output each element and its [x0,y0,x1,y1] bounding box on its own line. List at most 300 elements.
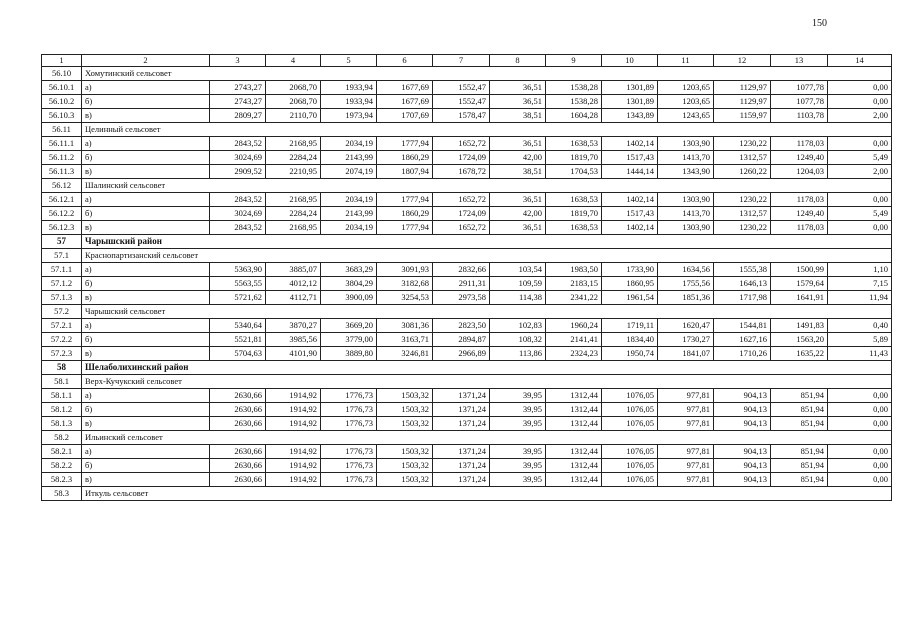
value-cell: 39,95 [490,445,546,459]
value-cell: 1638,53 [546,221,602,235]
value-cell: 1204,03 [771,165,828,179]
settlement-name: Иткуль сельсовет [82,487,892,501]
value-cell: 0,00 [828,403,892,417]
row-code: 57.2.3 [42,347,82,361]
value-cell: 3870,27 [266,319,321,333]
value-cell: 1777,94 [377,193,433,207]
value-cell: 1724,09 [433,207,490,221]
value-cell: 1719,11 [602,319,658,333]
settlement-name: Краснопартизанский сельсовет [82,249,892,263]
value-cell: 1178,03 [771,137,828,151]
value-cell: 109,59 [490,277,546,291]
value-cell: 2034,19 [321,137,377,151]
value-cell: 1503,32 [377,403,433,417]
value-cell: 1076,05 [602,417,658,431]
row-code: 58.1.1 [42,389,82,403]
settlement-name: Чарышский сельсовет [82,305,892,319]
value-cell: 1203,65 [658,95,714,109]
value-cell: 1303,90 [658,221,714,235]
value-cell: 1312,57 [714,151,771,165]
value-cell: 36,51 [490,95,546,109]
value-cell: 1103,78 [771,109,828,123]
settlement-row [42,305,892,319]
value-cell: 1652,72 [433,221,490,235]
value-cell: 2843,52 [210,221,266,235]
row-label: в) [82,109,210,123]
value-cell: 851,94 [771,473,828,487]
value-cell: 3889,80 [321,347,377,361]
value-cell: 3091,93 [377,263,433,277]
value-cell: 1503,32 [377,459,433,473]
value-cell: 2068,70 [266,95,321,109]
value-cell: 1538,28 [546,95,602,109]
value-cell: 1807,94 [377,165,433,179]
column-header: 6 [377,55,433,67]
value-cell: 851,94 [771,389,828,403]
value-cell: 36,51 [490,221,546,235]
column-header: 13 [771,55,828,67]
value-cell: 39,95 [490,459,546,473]
value-cell: 1371,24 [433,459,490,473]
value-cell: 0,00 [828,221,892,235]
value-cell: 1503,32 [377,417,433,431]
value-cell: 1402,14 [602,221,658,235]
value-cell: 102,83 [490,319,546,333]
value-cell: 1178,03 [771,193,828,207]
value-cell: 2973,58 [433,291,490,305]
value-cell: 1677,69 [377,81,433,95]
settlement-name: Шалинский сельсовет [82,179,892,193]
value-cell: 7,15 [828,277,892,291]
value-cell: 1724,09 [433,151,490,165]
value-cell: 1627,16 [714,333,771,347]
value-cell: 11,94 [828,291,892,305]
value-cell: 2074,19 [321,165,377,179]
value-cell: 977,81 [658,403,714,417]
value-cell: 1129,97 [714,95,771,109]
value-cell: 2909,52 [210,165,266,179]
table-row [42,137,892,151]
value-cell: 1301,89 [602,95,658,109]
table-row [42,81,892,95]
column-header: 9 [546,55,602,67]
value-cell: 0,00 [828,473,892,487]
value-cell: 1646,13 [714,277,771,291]
value-cell: 1260,22 [714,165,771,179]
district-name: Чарышский район [82,235,892,249]
value-cell: 2183,15 [546,277,602,291]
value-cell: 1076,05 [602,445,658,459]
value-cell: 0,00 [828,445,892,459]
row-code: 58.2.3 [42,473,82,487]
table-row [42,389,892,403]
value-cell: 113,86 [490,347,546,361]
value-cell: 1076,05 [602,403,658,417]
value-cell: 1312,44 [546,389,602,403]
value-cell: 2894,87 [433,333,490,347]
row-code: 58.3 [42,487,82,501]
value-cell: 1652,72 [433,193,490,207]
value-cell: 1402,14 [602,193,658,207]
value-cell: 1860,29 [377,151,433,165]
settlement-row [42,375,892,389]
table-row [42,207,892,221]
value-cell: 1,10 [828,263,892,277]
value-cell: 977,81 [658,459,714,473]
row-label: в) [82,165,210,179]
row-code: 58.1.2 [42,403,82,417]
value-cell: 0,00 [828,137,892,151]
row-label: а) [82,193,210,207]
row-code: 56.12.2 [42,207,82,221]
table-row [42,319,892,333]
row-code: 56.11.1 [42,137,82,151]
row-code: 58.1 [42,375,82,389]
row-label: а) [82,445,210,459]
value-cell: 2143,99 [321,207,377,221]
value-cell: 1371,24 [433,389,490,403]
value-cell: 851,94 [771,417,828,431]
value-cell: 851,94 [771,459,828,473]
value-cell: 1178,03 [771,221,828,235]
value-cell: 2832,66 [433,263,490,277]
row-code: 57.1 [42,249,82,263]
row-code: 56.11.3 [42,165,82,179]
value-cell: 42,00 [490,207,546,221]
table-row [42,109,892,123]
value-cell: 1841,07 [658,347,714,361]
value-cell: 5704,63 [210,347,266,361]
settlement-row [42,431,892,445]
row-code: 56.10.1 [42,81,82,95]
value-cell: 2168,95 [266,137,321,151]
value-cell: 1203,65 [658,81,714,95]
table-row [42,193,892,207]
value-cell: 2034,19 [321,221,377,235]
value-cell: 3182,68 [377,277,433,291]
value-cell: 1500,99 [771,263,828,277]
value-cell: 2843,52 [210,137,266,151]
column-header: 5 [321,55,377,67]
table-row [42,445,892,459]
row-label: б) [82,207,210,221]
value-cell: 5,49 [828,207,892,221]
row-label: в) [82,417,210,431]
value-cell: 1933,94 [321,95,377,109]
column-header: 14 [828,55,892,67]
value-cell: 1704,53 [546,165,602,179]
row-code: 58.1.3 [42,417,82,431]
row-label: а) [82,137,210,151]
value-cell: 977,81 [658,445,714,459]
value-cell: 2324,23 [546,347,602,361]
value-cell: 2,00 [828,109,892,123]
row-label: в) [82,291,210,305]
value-cell: 1517,43 [602,207,658,221]
value-cell: 1834,40 [602,333,658,347]
value-cell: 2823,50 [433,319,490,333]
value-cell: 5563,55 [210,277,266,291]
value-cell: 1914,92 [266,473,321,487]
column-header: 1 [42,55,82,67]
value-cell: 2809,27 [210,109,266,123]
value-cell: 1503,32 [377,473,433,487]
value-cell: 0,00 [828,389,892,403]
value-cell: 3885,07 [266,263,321,277]
value-cell: 1243,65 [658,109,714,123]
value-cell: 1544,81 [714,319,771,333]
value-cell: 2743,27 [210,95,266,109]
value-cell: 2630,66 [210,403,266,417]
table-body [42,55,892,501]
row-code: 56.11.2 [42,151,82,165]
row-label: а) [82,81,210,95]
value-cell: 1652,72 [433,137,490,151]
value-cell: 1707,69 [377,109,433,123]
value-cell: 2911,31 [433,277,490,291]
table-row [42,473,892,487]
row-label: а) [82,389,210,403]
value-cell: 1635,22 [771,347,828,361]
column-header: 7 [433,55,490,67]
value-cell: 0,00 [828,193,892,207]
district-name: Шелаболихинский район [82,361,892,375]
row-code: 56.12.1 [42,193,82,207]
value-cell: 1733,90 [602,263,658,277]
settlement-name: Хомутинский сельсовет [82,67,892,81]
value-cell: 2110,70 [266,109,321,123]
row-code: 57 [42,235,82,249]
value-cell: 1777,94 [377,221,433,235]
value-cell: 1961,54 [602,291,658,305]
value-cell: 1776,73 [321,389,377,403]
value-cell: 38,51 [490,109,546,123]
value-cell: 1491,83 [771,319,828,333]
value-cell: 904,13 [714,445,771,459]
value-cell: 2141,41 [546,333,602,347]
value-cell: 904,13 [714,389,771,403]
value-cell: 3779,00 [321,333,377,347]
settlement-row [42,487,892,501]
row-label: в) [82,347,210,361]
value-cell: 4112,71 [266,291,321,305]
page-number: 150 [812,18,827,29]
value-cell: 1312,44 [546,473,602,487]
value-cell: 1312,44 [546,459,602,473]
table-row [42,151,892,165]
value-cell: 1343,89 [602,109,658,123]
value-cell: 5363,90 [210,263,266,277]
value-cell: 5521,81 [210,333,266,347]
value-cell: 3900,09 [321,291,377,305]
value-cell: 1076,05 [602,459,658,473]
value-cell: 1159,97 [714,109,771,123]
row-label: б) [82,459,210,473]
table-row [42,291,892,305]
value-cell: 3254,53 [377,291,433,305]
value-cell: 2843,52 [210,193,266,207]
value-cell: 1973,94 [321,109,377,123]
value-cell: 1249,40 [771,207,828,221]
value-cell: 1077,78 [771,95,828,109]
value-cell: 108,32 [490,333,546,347]
value-cell: 2168,95 [266,221,321,235]
column-header: 11 [658,55,714,67]
value-cell: 1552,47 [433,81,490,95]
value-cell: 3024,69 [210,207,266,221]
value-cell: 1860,95 [602,277,658,291]
row-code: 56.12.3 [42,221,82,235]
value-cell: 2068,70 [266,81,321,95]
value-cell: 103,54 [490,263,546,277]
value-cell: 2284,24 [266,151,321,165]
value-cell: 1301,89 [602,81,658,95]
value-cell: 3246,81 [377,347,433,361]
value-cell: 1538,28 [546,81,602,95]
row-code: 57.2.2 [42,333,82,347]
value-cell: 3985,56 [266,333,321,347]
value-cell: 1552,47 [433,95,490,109]
value-cell: 1230,22 [714,193,771,207]
district-row [42,235,892,249]
table-row [42,459,892,473]
row-label: б) [82,403,210,417]
value-cell: 1819,70 [546,151,602,165]
table-row [42,95,892,109]
value-cell: 2630,66 [210,473,266,487]
value-cell: 1371,24 [433,473,490,487]
value-cell: 1578,47 [433,109,490,123]
value-cell: 3024,69 [210,151,266,165]
value-cell: 1851,36 [658,291,714,305]
value-cell: 1638,53 [546,137,602,151]
table-row [42,417,892,431]
value-cell: 1563,20 [771,333,828,347]
value-cell: 977,81 [658,389,714,403]
value-cell: 4101,90 [266,347,321,361]
row-code: 58.2 [42,431,82,445]
value-cell: 1710,26 [714,347,771,361]
value-cell: 3669,20 [321,319,377,333]
row-code: 58.2.1 [42,445,82,459]
value-cell: 2966,89 [433,347,490,361]
value-cell: 904,13 [714,403,771,417]
value-cell: 36,51 [490,81,546,95]
value-cell: 2341,22 [546,291,602,305]
value-cell: 1604,28 [546,109,602,123]
value-cell: 1776,73 [321,403,377,417]
row-label: б) [82,151,210,165]
row-code: 56.12 [42,179,82,193]
value-cell: 1503,32 [377,445,433,459]
value-cell: 2143,99 [321,151,377,165]
table-row [42,333,892,347]
settlement-row [42,123,892,137]
value-cell: 39,95 [490,403,546,417]
value-cell: 36,51 [490,193,546,207]
value-cell: 1638,53 [546,193,602,207]
row-label: б) [82,333,210,347]
value-cell: 1402,14 [602,137,658,151]
settlement-name: Верх-Кучукский сельсовет [82,375,892,389]
value-cell: 1819,70 [546,207,602,221]
value-cell: 0,00 [828,417,892,431]
value-cell: 1634,56 [658,263,714,277]
value-cell: 1129,97 [714,81,771,95]
value-cell: 1076,05 [602,389,658,403]
value-cell: 3804,29 [321,277,377,291]
row-code: 57.1.3 [42,291,82,305]
row-code: 56.10 [42,67,82,81]
row-code: 58.2.2 [42,459,82,473]
value-cell: 0,40 [828,319,892,333]
value-cell: 851,94 [771,445,828,459]
value-cell: 1303,90 [658,193,714,207]
tariff-table [41,54,892,501]
table-row [42,221,892,235]
value-cell: 38,51 [490,165,546,179]
value-cell: 1777,94 [377,137,433,151]
row-label: б) [82,95,210,109]
value-cell: 1077,78 [771,81,828,95]
value-cell: 1343,90 [658,165,714,179]
value-cell: 4012,12 [266,277,321,291]
value-cell: 1371,24 [433,445,490,459]
value-cell: 1641,91 [771,291,828,305]
value-cell: 2210,95 [266,165,321,179]
column-header: 3 [210,55,266,67]
value-cell: 5,49 [828,151,892,165]
value-cell: 42,00 [490,151,546,165]
value-cell: 2168,95 [266,193,321,207]
value-cell: 2630,66 [210,417,266,431]
column-header: 4 [266,55,321,67]
settlement-row [42,67,892,81]
district-row [42,361,892,375]
value-cell: 1230,22 [714,137,771,151]
value-cell: 3081,36 [377,319,433,333]
value-cell: 1678,72 [433,165,490,179]
value-cell: 2630,66 [210,445,266,459]
settlement-row [42,249,892,263]
column-header: 10 [602,55,658,67]
row-label: в) [82,221,210,235]
value-cell: 904,13 [714,459,771,473]
row-code: 56.10.3 [42,109,82,123]
value-cell: 2630,66 [210,389,266,403]
value-cell: 1517,43 [602,151,658,165]
row-code: 57.2.1 [42,319,82,333]
value-cell: 1860,29 [377,207,433,221]
row-label: а) [82,263,210,277]
value-cell: 39,95 [490,389,546,403]
value-cell: 1371,24 [433,417,490,431]
value-cell: 1950,74 [602,347,658,361]
value-cell: 1312,44 [546,445,602,459]
row-label: а) [82,319,210,333]
value-cell: 0,00 [828,95,892,109]
value-cell: 977,81 [658,473,714,487]
value-cell: 1983,50 [546,263,602,277]
value-cell: 1413,70 [658,151,714,165]
table-row [42,263,892,277]
value-cell: 1755,56 [658,277,714,291]
value-cell: 904,13 [714,473,771,487]
value-cell: 11,43 [828,347,892,361]
value-cell: 1717,98 [714,291,771,305]
value-cell: 1776,73 [321,459,377,473]
row-code: 56.10.2 [42,95,82,109]
